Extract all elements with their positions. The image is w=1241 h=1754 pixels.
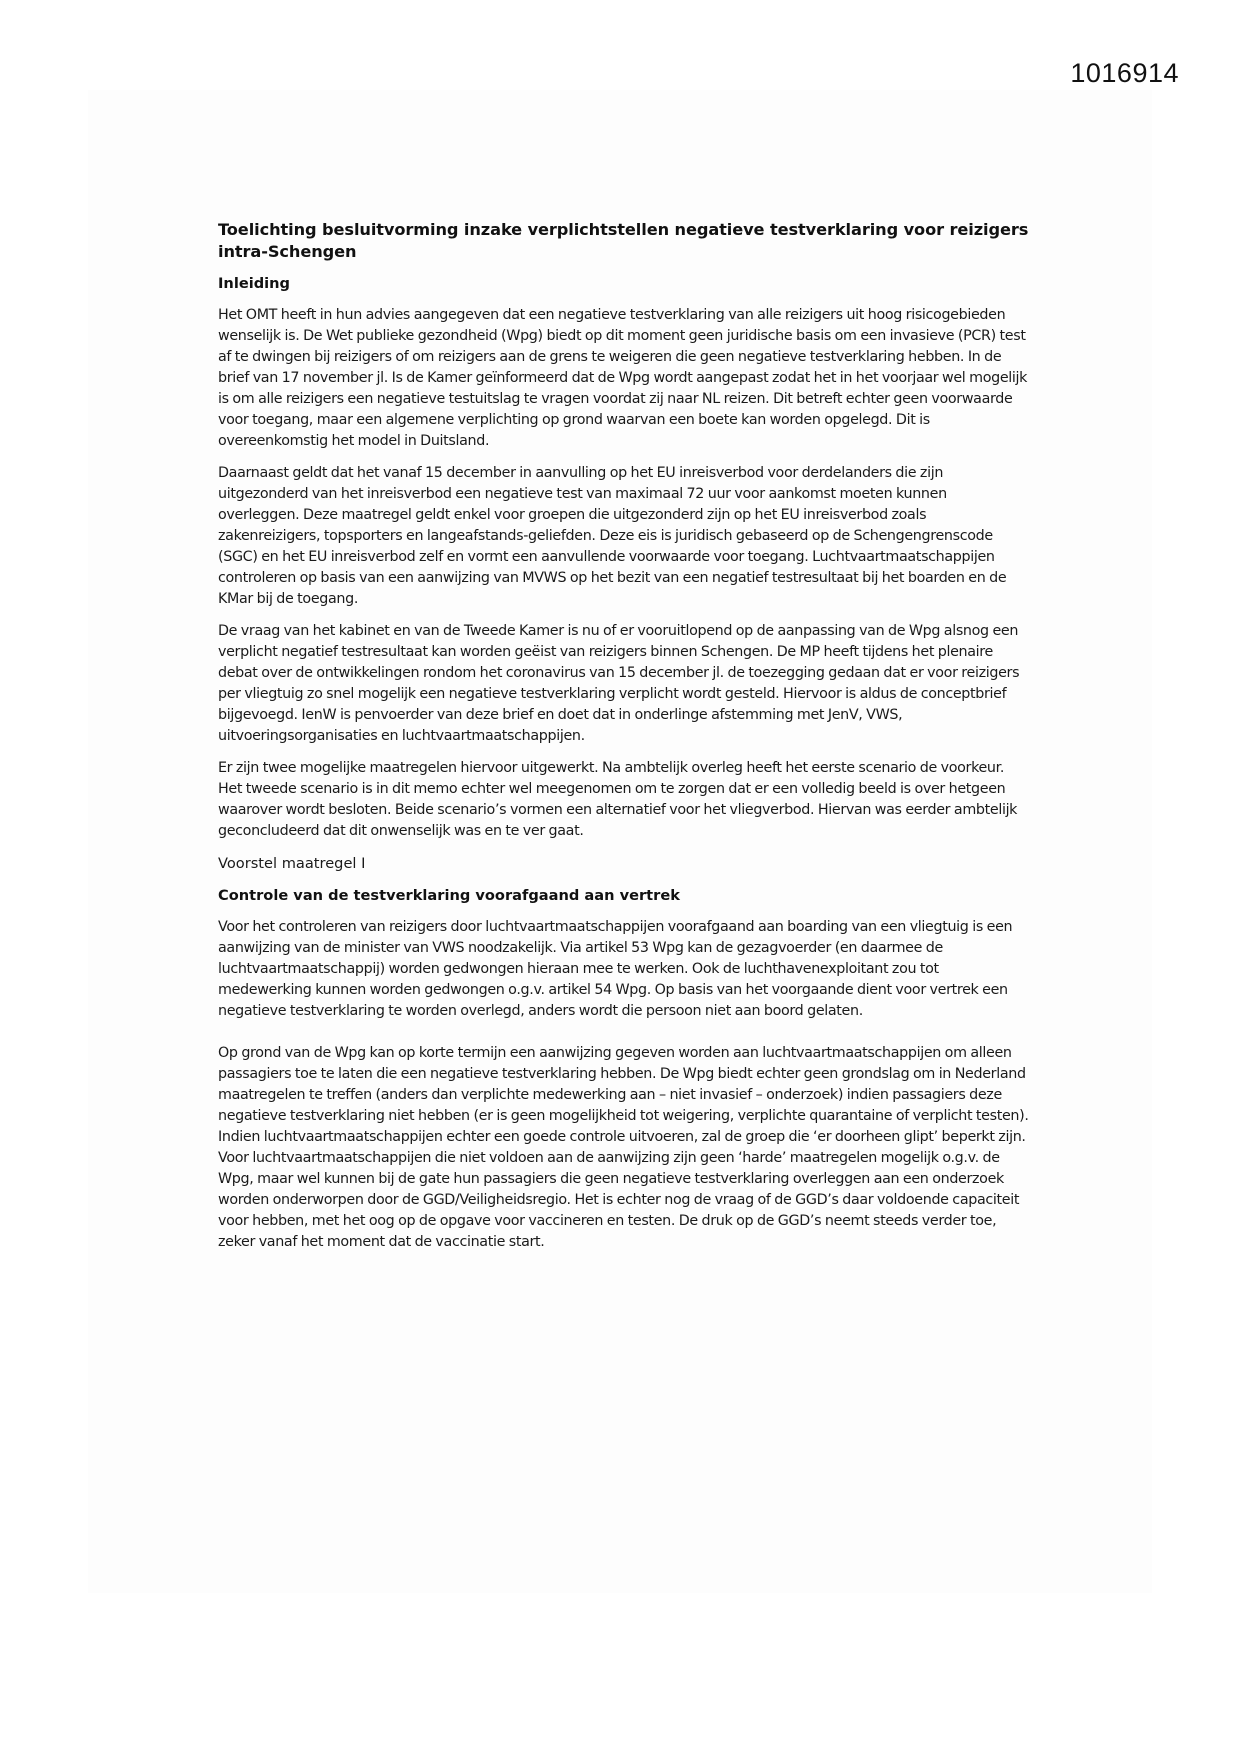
document-title: Toelichting besluitvorming inzake verplichtstellen negatieve testverklaring voor reizigers intra-Schengen	[218, 220, 1029, 261]
paragraph-vraag-kabinet: De vraag van het kabinet en van de Tweede Kamer is nu of er vooruitlopend op de aanpassing van de Wpg alsnog een verplicht negatief testresultaat kan worden geëist van reizigers binnen Schengen. De MP heeft tijdens het plenaire debat over de ontwikkelingen rondom het coronavirus van 15 december jl. de toezegging gedaan dat er voor reizigers per vliegtuig zo snel mogelijk een negatieve testverklaring verplicht wordt gesteld. Hiervoor is aldus de conceptbrief bijgevoegd. IenW is penvoerder van deze brief en doet dat in onderlinge afstemming met JenV, VWS, uitvoeringsorganisaties en luchtvaartmaatschappijen.	[218, 623, 1020, 744]
section-heading-controle: Controle van de testverklaring voorafgaand aan vertrek	[218, 887, 680, 904]
paragraph-twee-maatregelen: Er zijn twee mogelijke maatregelen hiervoor uitgewerkt. Na ambtelijk overleg heeft het eerste scenario de voorkeur. Het tweede scenario is in dit memo echter wel meegenomen om te zorgen dat er een volledig beeld is over hetgeen waarover wordt besloten. Beide scenario’s vormen een alternatief voor het vliegverbod. Hiervan was eerder ambtelijk geconcludeerd dat dit onwenselijk was en te ver gaat.	[218, 760, 1018, 839]
proposal-label: Voorstel maatregel I	[218, 855, 366, 872]
document-body	[218, 219, 1030, 1264]
paragraph-controle-boarding: Voor het controleren van reizigers door luchtvaartmaatschappijen voorafgaand aan boarding van een vliegtuig is een aanwijzing van de minister van VWS noodzakelijk. Via artikel 53 Wpg kan de gezagvoerder (en daarmee de luchtvaartmaatschappij) worden gedwongen hieraan mee te werken. Ook de luchthavenexploitant zou tot medewerking kunnen worden gedwongen o.g.v. artikel 54 Wpg. Op basis van het voorgaande dient voor vertrek een negatieve testverklaring te worden overlegd, anders wordt die persoon niet aan boord gelaten.	[218, 919, 1013, 1019]
paragraph-eu-inreisverbod: Daarnaast geldt dat het vanaf 15 december in aanvulling op het EU inreisverbod voor derdelanders die zijn uitgezonderd van het inreisverbod een negatieve test van maximaal 72 uur voor aankomst moeten kunnen overleggen. Deze maatregel geldt enkel voor groepen die uitgezonderd zijn op het EU inreisverbod zoals zakenreizigers, topsporters en langeafstands-geliefden. Deze eis is juridisch gebaseerd op de Schengengrenscode (SGC) en het EU inreisverbod zelf en vormt een aanvullende voorwaarde voor toegang. Luchtvaartmaatschappijen controleren op basis van een aanwijzing van MVWS op het bezit van een negatief testresultaat bij het boarden en de KMar bij de toegang.	[218, 465, 1007, 607]
paragraph-aanwijzing-wpg: Op grond van de Wpg kan op korte termijn een aanwijzing gegeven worden aan luchtvaartmaatschappijen om alleen passagiers toe te laten die een negatieve testverklaring hebben. De Wpg biedt echter geen grondslag om in Nederland maatregelen te treffen (anders dan verplichte medewerking aan – niet invasief – onderzoek) indien passagiers deze negatieve testverklaring niet hebben (er is geen mogelijkheid tot weigering, verplichte quarantaine of verplicht testen). Indien luchtvaartmaatschappijen echter een goede controle uitvoeren, zal de groep die ‘er doorheen glipt’ beperkt zijn. Voor luchtvaartmaatschappijen die niet voldoen aan de aanwijzing zijn geen ‘harde’ maatregelen mogelijk o.g.v. de Wpg, maar wel kunnen bij de gate hun passagiers die geen negatieve testverklaring overleggen aan een onderzoek worden onderworpen door de GGD/Veiligheidsregio. Het is echter nog de vraag of de GGD’s daar voldoende capaciteit voor hebben, met het oog op de opgave voor vaccineren en testen. De druk op de GGD’s neemt steeds verder toe, zeker vanaf het moment dat de vaccinatie start.	[218, 1045, 1029, 1250]
document-id: 1016914	[1070, 58, 1179, 88]
paragraph-omt-advies: Het OMT heeft in hun advies aangegeven dat een negatieve testverklaring van alle reizigers uit hoog risicogebieden wenselijk is. De Wet publieke gezondheid (Wpg) biedt op dit moment geen juridische basis om een invasieve (PCR) test af te dwingen bij reizigers of om reizigers aan de grens te weigeren die geen negatieve testverklaring hebben. In de brief van 17 november jl. Is de Kamer geïnformeerd dat de Wpg wordt aangepast zodat het in het voorjaar wel mogelijk is om alle reizigers een negatieve testuitslag te vragen voordat zij naar NL reizen. Dit betreft echter geen voorwaarde voor toegang, maar een algemene verplichting op grond waarvan een boete kan worden opgelegd. Dit is overeenkomstig het model in Duitsland.	[218, 307, 1028, 449]
section-heading-inleiding: Inleiding	[218, 275, 291, 292]
